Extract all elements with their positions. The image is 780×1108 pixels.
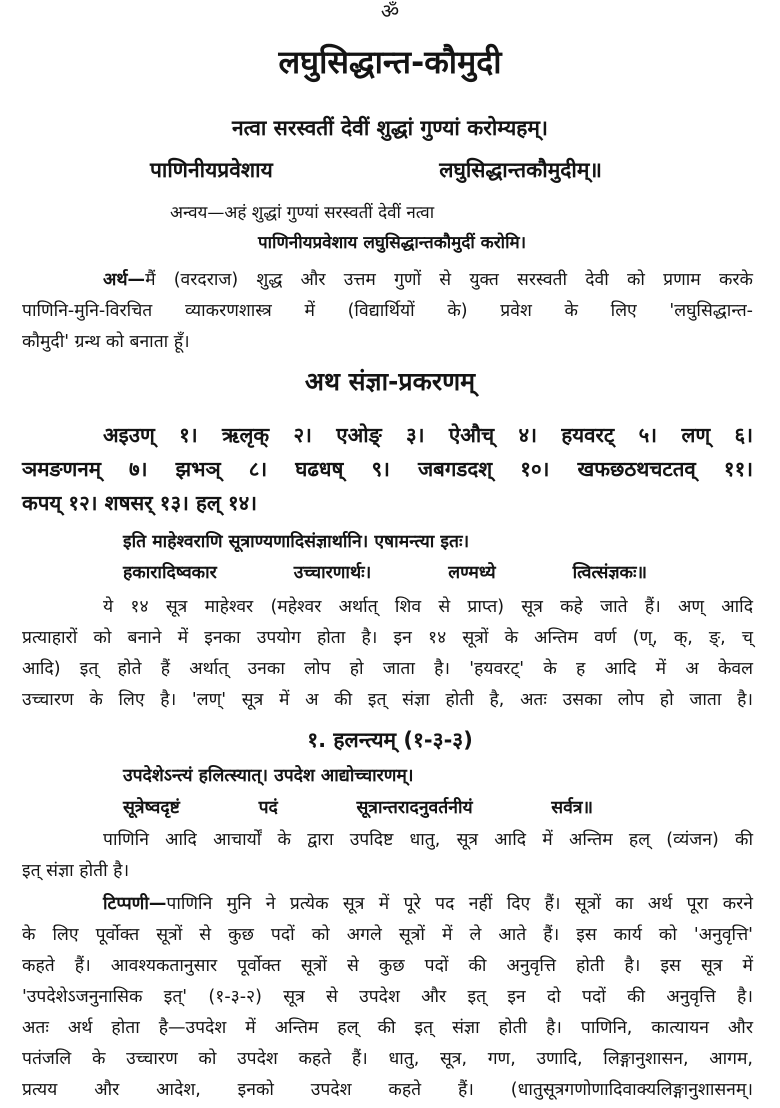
mangala-verse-word: पाणिनीयप्रवेशाय <box>150 158 273 182</box>
om-invocation: ॐ <box>380 0 400 23</box>
explanation-1-line-1: ये १४ सूत्र माहेश्वर (महेश्वर अर्थात् शिव से प्राप्त) सूत्र कहे जाते हैं। अण् आदि <box>103 597 753 617</box>
iti-verse-word: त्वित्संज्ञकः॥ <box>572 563 647 583</box>
tippani-line-6: पतंजलि के उच्चारण को उपदेश कहते हैं। धातु, सूत्र, गण, उणादि, लिङ्गानुशासन, आगम, <box>22 1049 753 1069</box>
mangala-verse-line-1: नत्वा सरस्वतीं देवीं शुद्धां गुण्यां करोम्यहम्। <box>232 116 548 140</box>
upadesha-verse-word: सूत्रेष्वदृष्टं <box>123 798 180 818</box>
upadesha-verse-word: सूत्रान्तरादनुवर्तनीयं <box>356 798 473 818</box>
maheshvara-sutras-line-2: ञमङणनम् ७। झभञ् ८। घढधष् ९। जबगडदश् १०। खफछठथचटतव् ११। <box>22 457 753 481</box>
tippani-line-2: के लिए पूर्वोक्त सूत्रों से कुछ पदों को अगले सूत्रों में ले आते हैं। इस कार्य को 'अनुवृत्ति' <box>22 925 753 945</box>
artha-label: अर्थ— <box>103 270 146 290</box>
anvaya-line-2: पाणिनीयप्रवेशाय लघुसिद्धान्तकौमुदीं करोमि। <box>258 233 527 253</box>
tippani-line-1 <box>103 894 753 914</box>
mangala-verse-line-2 <box>150 158 602 182</box>
upadesha-verse-text: उपदेशेऽन्त्यं हलित्स्यात्। उपदेश आद्योच्चारणम्। <box>123 766 414 786</box>
upadesha-verse-word: सर्वत्र॥ <box>551 798 593 818</box>
section-heading: अथ संज्ञा-प्रकरणम् <box>304 367 476 396</box>
tippani-line-3: कहते हैं। आवश्यकतानुसार पूर्वोक्त सूत्रों से कुछ पदों की अनुवृत्ति होती है। इस सूत्र में <box>22 956 753 976</box>
explanation-1-line-4: उच्चारण के लिए है। 'लण्' सूत्र में अ की इत् संज्ञा होती है, अतः उसका लोप हो जाता है। <box>22 690 753 710</box>
tippani-text: पाणिनि मुनि ने प्रत्येक सूत्र में पूरे पद नहीं दिए हैं। सूत्रों का अर्थ पूरा करने <box>166 894 753 914</box>
upadesha-verse-line-1 <box>123 766 414 786</box>
artha-text: मैं (वरदराज) शुद्ध और उत्तम गुणों से युक्त सरस्वती देवी को प्रणाम करके <box>145 270 753 290</box>
explanation-2-line-2: इत् संज्ञा होती है। <box>22 861 130 881</box>
explanation-1-line-2: प्रत्याहारों को बनाने में इनका उपयोग होता है। इन १४ सूत्रों के अन्तिम वर्ण (ण्, क्, ङ्, च् <box>22 628 753 648</box>
iti-verse-word: लण्मध्ये <box>448 563 496 583</box>
tippani-line-4: 'उपदेशेऽजनुनासिक इत्' (१-३-२) सूत्र से उपदेश और इत् इन दो पदों की अनुवृत्ति है। <box>22 987 753 1007</box>
iti-verse-text: इति माहेश्वराणि सूत्राण्यणादिसंज्ञार्थानि। एषामन्त्या इतः। <box>123 532 470 552</box>
artha-line-2: पाणिनि-मुनि-विरचित व्याकरणशास्त्र में (विद्यार्थियों के) प्रवेश के लिए 'लघुसिद्धान्त- <box>22 301 753 321</box>
iti-verse-line-1 <box>123 532 623 552</box>
iti-verse-word: उच्चारणार्थः। <box>293 563 372 583</box>
mangala-verse-word: लघुसिद्धान्तकौमुदीम्॥ <box>439 158 602 182</box>
explanation-2-line-1: पाणिनि आदि आचार्यों के द्वारा उपदिष्ट धातु, सूत्र आदि में अन्तिम हल् (व्यंजन) की <box>103 830 753 850</box>
tippani-line-7: प्रत्यय और आदेश, इनको उपदेश कहते हैं। (धातुसूत्रगणोणादिवाक्यलिङ्गानुशासनम्। <box>22 1080 753 1100</box>
explanation-1-line-3: आदि) इत् होते हैं अर्थात् उनका लोप हो जाता है। 'हयवरट्' के ह आदि में अ केवल <box>22 659 753 679</box>
tippani-line-5: अतः अर्थ होता है—उपदेश में अन्तिम हल् की इत् संज्ञा होती है। पाणिनि, कात्यायन और <box>22 1018 753 1038</box>
upadesha-verse-line-2 <box>123 798 593 818</box>
artha-line-3: कौमुदी' ग्रन्थ को बनाता हूँ। <box>22 332 190 352</box>
maheshvara-sutras-line-1: अइउण् १। ऋलृक् २। एओङ् ३। ऐऔच् ४। हयवरट् ५। लण् ६। <box>103 423 753 447</box>
iti-verse-line-2 <box>123 563 647 583</box>
tippani-label: टिप्पणी— <box>103 894 167 914</box>
sutra-heading: १. हलन्त्यम् (१-३-३) <box>307 728 473 752</box>
artha-line-1 <box>103 270 753 290</box>
anvaya-line-1: अन्वय—अहं शुद्धां गुण्यां सरस्वतीं देवीं नत्वा <box>170 203 435 223</box>
maheshvara-sutras-line-3: कपय् १२। शषसर् १३। हल् १४। <box>22 491 258 515</box>
upadesha-verse-word: पदं <box>258 798 278 818</box>
page-title: लघुसिद्धान्त-कौमुदी <box>278 43 502 81</box>
iti-verse-word: हकारादिष्वकार <box>123 563 217 583</box>
